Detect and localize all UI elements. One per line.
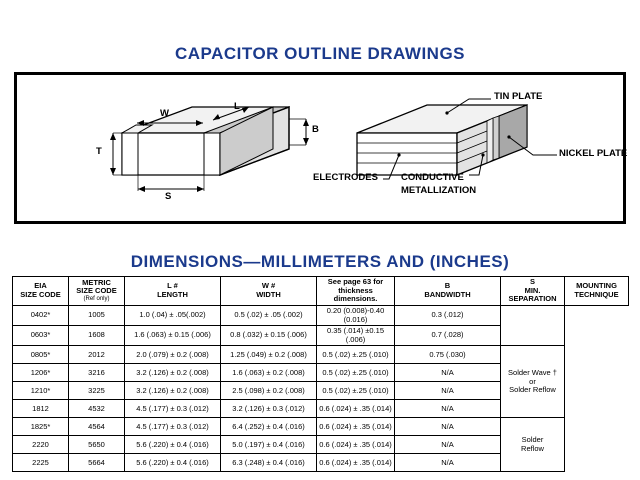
- cell-eia: 0805*: [13, 346, 69, 364]
- cell-length: 4.5 (.177) ± 0.3 (.012): [125, 400, 221, 418]
- header-separation-line2: MIN. SEPARATION: [508, 285, 557, 304]
- page-title-dimensions: DIMENSIONS—MILLIMETERS AND (INCHES): [130, 252, 510, 271]
- cell-bandwidth: 0.20 (0.008)-0.40 (0.016): [317, 305, 395, 325]
- cell-width: 3.2 (.126) ± 0.3 (.012): [221, 400, 317, 418]
- mounting-reflow-line2: Reflow: [521, 443, 544, 453]
- cell-bandwidth: 0.6 (.024) ± .35 (.014): [317, 418, 395, 436]
- cell-width: 6.4 (.252) ± 0.4 (.016): [221, 418, 317, 436]
- cell-metric: 5664: [69, 454, 125, 472]
- cell-length: 4.5 (.177) ± 0.3 (.012): [125, 418, 221, 436]
- cell-metric: 4532: [69, 400, 125, 418]
- table-header-row: [13, 277, 629, 306]
- cell-separation: N/A: [395, 454, 501, 472]
- label-l: L: [234, 101, 240, 112]
- header-eia-size-code: [13, 277, 69, 306]
- header-separation: [501, 277, 565, 306]
- header-metric-line1: METRIC: [82, 277, 111, 287]
- header-metric-note: (Ref only): [83, 296, 110, 303]
- mounting-line2: or: [529, 376, 536, 386]
- label-w: W: [160, 108, 169, 119]
- cell-separation: N/A: [395, 418, 501, 436]
- header-bandwidth-line2: BANDWIDTH: [424, 289, 471, 299]
- header-eia-line2: SIZE CODE: [20, 289, 61, 299]
- cell-bandwidth: 0.6 (.024) ± .35 (.014): [317, 454, 395, 472]
- cell-eia: 1825*: [13, 418, 69, 436]
- header-width-line1: W #: [261, 281, 276, 291]
- capacitor-outline-drawing-panel: [14, 72, 626, 224]
- cell-metric: 4564: [69, 418, 125, 436]
- table-row: [13, 305, 629, 325]
- cell-bandwidth: 0.35 (.014) ±0.15 (.006): [317, 326, 395, 346]
- cell-eia: 0402*: [13, 305, 69, 325]
- cell-bandwidth: 0.5 (.02) ±.25 (.010): [317, 382, 395, 400]
- header-metric-line2: SIZE CODE: [76, 286, 117, 296]
- header-width: [221, 277, 317, 306]
- cell-width: 1.25 (.049) ± 0.2 (.008): [221, 346, 317, 364]
- header-metric-size-code: [69, 277, 125, 306]
- cell-eia: 1206*: [13, 364, 69, 382]
- cell-metric: 3225: [69, 382, 125, 400]
- header-mounting-technique: [565, 277, 629, 306]
- mounting-line1: Solder Wave †: [508, 367, 557, 377]
- dimensions-table: [12, 276, 629, 472]
- cell-bandwidth: 0.5 (.02) ±.25 (.010): [317, 364, 395, 382]
- cell-metric: 2012: [69, 346, 125, 364]
- cell-separation: 0.7 (.028): [395, 326, 501, 346]
- cell-mounting-solder-wave: [501, 346, 565, 418]
- cell-mounting-blank: [501, 305, 565, 346]
- cell-bandwidth: 0.6 (.024) ± .35 (.014): [317, 400, 395, 418]
- cell-eia: 0603*: [13, 326, 69, 346]
- header-length-line2: LENGTH: [157, 289, 188, 299]
- cell-separation: N/A: [395, 364, 501, 382]
- cell-length: 5.6 (.220) ± 0.4 (.016): [125, 436, 221, 454]
- cell-width: 1.6 (.063) ± 0.2 (.008): [221, 364, 317, 382]
- cell-eia: 1812: [13, 400, 69, 418]
- cell-width: 6.3 (.248) ± 0.4 (.016): [221, 454, 317, 472]
- cell-length: 2.0 (.079) ± 0.2 (.008): [125, 346, 221, 364]
- header-width-line2: WIDTH: [256, 289, 281, 299]
- label-conductive: CONDUCTIVE: [401, 172, 464, 183]
- cell-length: 3.2 (.126) ± 0.2 (.008): [125, 364, 221, 382]
- cell-eia: 2220: [13, 436, 69, 454]
- cell-eia: 2225: [13, 454, 69, 472]
- cell-separation: N/A: [395, 400, 501, 418]
- cell-length: 1.6 (.063) ± 0.15 (.006): [125, 326, 221, 346]
- label-b: B: [312, 124, 319, 135]
- cell-width: 2.5 (.098) ± 0.2 (.008): [221, 382, 317, 400]
- header-mounting-line2: TECHNIQUE: [574, 289, 619, 299]
- cell-length: 1.0 (.04) ± .05(.002): [125, 305, 221, 325]
- label-nickel-plate: NICKEL PLATE: [559, 148, 628, 159]
- mounting-reflow-line1: Solder: [521, 435, 544, 445]
- table-row: [13, 418, 629, 436]
- cell-metric: 3216: [69, 364, 125, 382]
- label-metallization: METALLIZATION: [401, 185, 477, 196]
- cell-metric: 1608: [69, 326, 125, 346]
- page-title-outline-drawings: CAPACITOR OUTLINE DRAWINGS: [174, 44, 466, 63]
- cell-bandwidth: 0.6 (.024) ± .35 (.014): [317, 436, 395, 454]
- header-bandwidth: [395, 277, 501, 306]
- cell-length: 3.2 (.126) ± 0.2 (.008): [125, 382, 221, 400]
- table-row: [13, 346, 629, 364]
- cell-metric: 1005: [69, 305, 125, 325]
- header-mounting-line1: MOUNTING: [576, 281, 617, 291]
- header-eia-line1: EIA: [34, 281, 47, 291]
- cell-separation: N/A: [395, 382, 501, 400]
- label-electrodes: ELECTRODES: [313, 172, 378, 183]
- cell-length: 5.6 (.220) ± 0.4 (.016): [125, 454, 221, 472]
- thickness-note-cell: See page 63 for thickness dimensions.: [317, 277, 395, 306]
- header-separation-line1: S: [529, 277, 535, 286]
- cell-metric: 5650: [69, 436, 125, 454]
- cell-separation: 0.75 (.030): [395, 346, 501, 364]
- header-length-line1: L #: [167, 281, 178, 291]
- header-length: [125, 277, 221, 306]
- label-tin-plate: TIN PLATE: [494, 91, 543, 102]
- cell-separation: 0.3 (.012): [395, 305, 501, 325]
- cell-bandwidth: 0.5 (.02) ±.25 (.010): [317, 346, 395, 364]
- cell-mounting-solder-reflow: [501, 418, 565, 472]
- mounting-line3: Solder Reflow: [509, 385, 556, 395]
- cell-width: 0.8 (.032) ± 0.15 (.006): [221, 326, 317, 346]
- cell-width: 0.5 (.02) ± .05 (.002): [221, 305, 317, 325]
- cell-eia: 1210*: [13, 382, 69, 400]
- cell-separation: N/A: [395, 436, 501, 454]
- label-s: S: [165, 191, 172, 202]
- header-bandwidth-line1: B: [444, 281, 451, 291]
- label-t: T: [96, 146, 102, 157]
- cell-width: 5.0 (.197) ± 0.4 (.016): [221, 436, 317, 454]
